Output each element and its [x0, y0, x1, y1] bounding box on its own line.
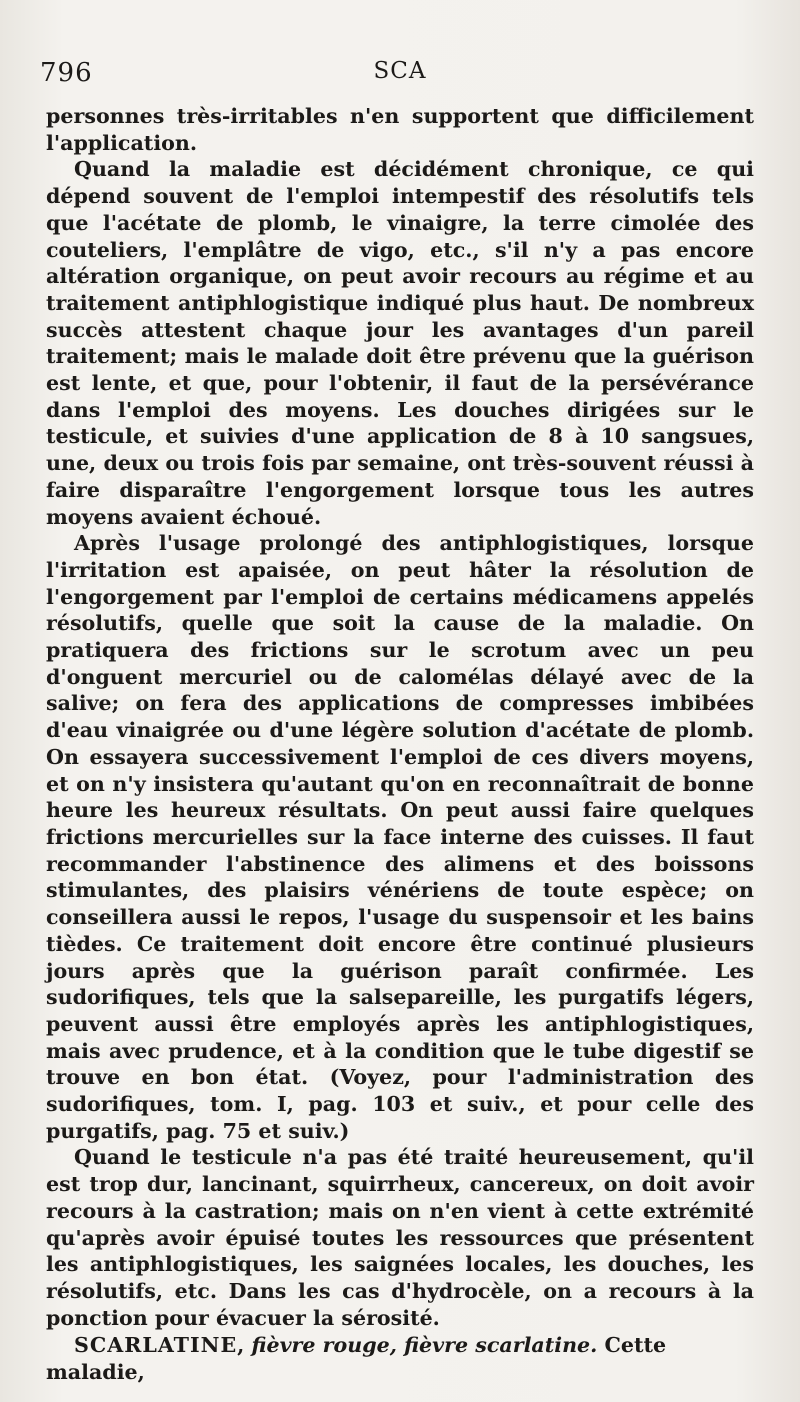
paragraph-chronic-disease: Quand la maladie est décidément chronique, ce qui dépend souvent de l'emploi intempestif des résolutifs tels que l'acétate de plomb, le vinaigre, la terre cimolée des couteliers, l'emplâtre de vigo, etc., s'il n'y a pas encore altération organique, on peut avoir recours au régime et au traitement antiphlogistique indiqué plus haut. De nombreux succès attestent chaque jour les avantages d'un pareil traitement; mais le malade doit être prévenu que la guérison est lente, et que, pour l'obtenir, il faut de la persévérance dans l'emploi des moyens. Les douches dirigées sur le testicule, et suivies d'une application de 8 à 10 sangsues, une, deux ou trois fois par semaine, ont très-souvent réussi à faire disparaître l'engorgement lorsque tous les autres moyens avaient échoué. [46, 157, 754, 529]
page-number: 796 [40, 58, 93, 88]
entry-comma: , [237, 1333, 252, 1357]
entry-headword: SCARLATINE [74, 1333, 238, 1357]
paragraph-castration: Quand le testicule n'a pas été traité heureusement, qu'il est trop dur, lancinant, squirrheux, cancereux, on doit avoir recours à la castration; mais on n'en vient à cette extrémité qu'après avoir épuisé toutes les ressources que présentent les antiphlogistiques, les saignées locales, les douches, les résolutifs, etc. Dans les cas d'hydrocèle, on a recours à la ponction pour évacuer la sérosité. [46, 1145, 754, 1330]
paragraph-resolutive-treatment: Après l'usage prolongé des antiphlogistiques, lorsque l'irritation est apaisée, on peut hâter la résolution de l'engorgement par l'emploi de certains médicamens appelés résolutifs, quelle que soit la cause de la maladie. On pratiquera des frictions sur le scrotum avec un peu d'onguent mercuriel ou de calomélas délayé avec de la salive; on fera des applications de compresses imbibées d'eau vinaigrée ou d'une légère solution d'acétate de plomb. On essayera successivement l'emploi de ces divers moyens, et on n'y insistera qu'autant qu'on en reconnaîtrait de bonne heure les heureux résultats. On peut aussi faire quelques frictions mercurielles sur la face interne des cuisses. Il faut recommander l'abstinence des alimens et des boissons stimulantes, des plaisirs vénériens de toute espèce; on conseillera aussi le repos, l'usage du suspensoir et les bains tièdes. Ce traitement doit encore être continué plusieurs jours après que la guérison paraît confirmée. Les sudorifiques, tels que la salsepareille, les purgatifs légers, peuvent aussi être employés après les antiphlogistiques, mais avec prudence, et à la condition que le tube digestif se trouve en bon état. (Voyez, pour l'administration des sudorifiques, tom. I, pag. 103 et suiv., et pour celle des purgatifs, pag. 75 et suiv.) [46, 531, 754, 1143]
running-head [40, 58, 760, 92]
section-heading: SCA [373, 58, 427, 84]
entry-text: Cette maladie, [46, 1333, 667, 1384]
paragraph-continuation: personnes très-irritables n'en supportent que difficilement l'application. [46, 104, 754, 155]
body-text [46, 103, 754, 1331]
entry-synonyms: fièvre rouge, fièvre scarlatine. [251, 1333, 598, 1357]
dictionary-entry [46, 1332, 754, 1386]
